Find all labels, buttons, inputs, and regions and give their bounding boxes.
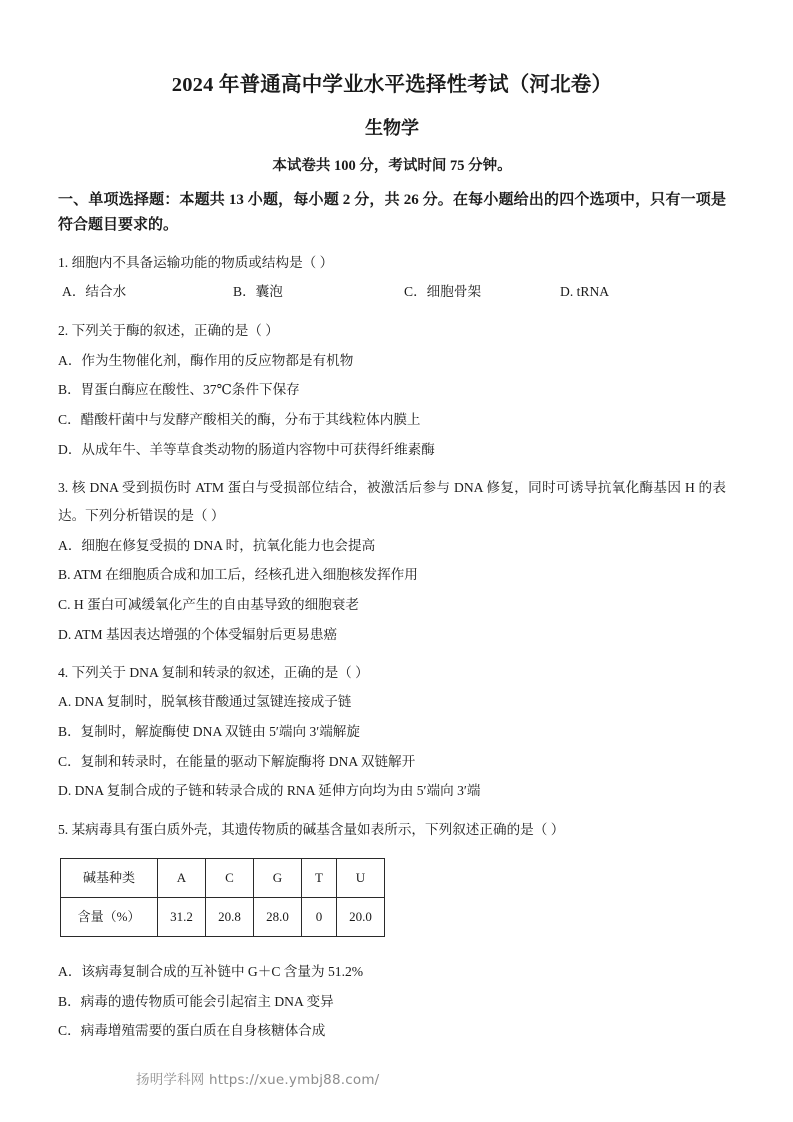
option-d[interactable]: D．从成年牛、羊等草食类动物的肠道内容物中可获得纤维素酶: [58, 441, 435, 457]
question-stem: 5. 某病毒具有蛋白质外壳，其遗传物质的碱基含量如表所示，下列叙述正确的是（ ）: [58, 821, 565, 837]
section-instruction: 一、单项选择题：本题共 13 小题，每小题 2 分，共 26 分。在每小题给出的四个选项中，只有一项是符合题目要求的。: [58, 191, 726, 234]
table-cell: T: [302, 859, 337, 898]
question-1: [58, 249, 726, 307]
table-cell: U: [337, 859, 385, 898]
spacer: [58, 937, 726, 957]
table-cell: 0: [302, 898, 337, 937]
option-b[interactable]: B．胃蛋白酶应在酸性、37℃条件下保存: [58, 382, 300, 398]
table-cell: G: [254, 859, 302, 898]
option-a[interactable]: A．细胞在修复受损的 DNA 时，抗氧化能力也会提高: [58, 537, 376, 553]
question-stem: 2. 下列关于酶的叙述，正确的是（ ）: [58, 323, 279, 339]
table-cell: 含量（%）: [61, 898, 158, 937]
page-title: 2024 年普通高中学业水平选择性考试（河北卷）: [171, 74, 613, 96]
option-a[interactable]: A. DNA 复制时，脱氧核苷酸通过氢键连接成子链: [58, 694, 352, 710]
exam-meta-line: 本试卷共 100 分，考试时间 75 分钟。: [272, 157, 512, 174]
option-d[interactable]: D. tRNA: [560, 284, 610, 300]
question-options: [58, 277, 726, 307]
question-options: [58, 346, 726, 465]
option-a[interactable]: A．结合水: [62, 284, 127, 300]
question-stem: 4. 下列关于 DNA 复制和转录的叙述，正确的是（ ）: [58, 665, 369, 681]
question-stem: 3. 核 DNA 受到损伤时 ATM 蛋白与受损部位结合，被激活后参与 DNA 修复，同时可诱导抗氧化酶基因 H 的表达。下列分析错误的是（ ）: [58, 480, 726, 524]
question-4: [58, 659, 726, 806]
option-d[interactable]: D. ATM 基因表达增强的个体受辐射后更易患癌: [58, 626, 338, 642]
subject-title: 生物学: [365, 117, 419, 138]
question-2: [58, 317, 726, 464]
base-composition-table: [60, 858, 385, 937]
option-d[interactable]: D. DNA 复制合成的子链和转录合成的 RNA 延伸方向均为由 5′端向 3′端: [58, 783, 481, 799]
option-a[interactable]: A．作为生物催化剂，酶作用的反应物都是有机物: [58, 352, 354, 368]
table-cell: 31.2: [158, 898, 206, 937]
page-content: [58, 58, 726, 1046]
question-options: [58, 957, 726, 1046]
option-b[interactable]: B．囊泡: [233, 284, 283, 300]
option-c[interactable]: C．病毒增殖需要的蛋白质在自身核糖体合成: [58, 1023, 326, 1039]
option-b[interactable]: B．病毒的遗传物质可能会引起宿主 DNA 变异: [58, 993, 334, 1009]
question-stem: 1. 细胞内不具备运输功能的物质或结构是（ ）: [58, 255, 334, 271]
question-5: [58, 816, 726, 1046]
table-cell: 20.0: [337, 898, 385, 937]
option-c[interactable]: C. H 蛋白可减缓氧化产生的自由基导致的细胞衰老: [58, 596, 359, 612]
table-cell: 碱基种类: [61, 859, 158, 898]
option-a[interactable]: A．该病毒复制合成的互补链中 G＋C 含量为 51.2%: [58, 964, 364, 980]
option-c[interactable]: C．复制和转录时，在能量的驱动下解旋酶将 DNA 双链解开: [58, 753, 416, 769]
question-options: [58, 687, 726, 806]
option-c[interactable]: C．细胞骨架: [404, 284, 482, 300]
table-row: [61, 859, 385, 898]
base-composition-table-wrap: [58, 858, 726, 937]
table-cell: 20.8: [206, 898, 254, 937]
table-row: [61, 898, 385, 937]
option-b[interactable]: B．复制时，解旋酶使 DNA 双链由 5′端向 3′端解旋: [58, 724, 360, 740]
table-cell: 28.0: [254, 898, 302, 937]
watermark: 扬明学科网 https://xue.ymbj88.com/: [136, 1072, 380, 1088]
question-options: [58, 531, 726, 650]
question-3: [58, 474, 726, 649]
option-b[interactable]: B. ATM 在细胞质合成和加工后，经核孔进入细胞核发挥作用: [58, 567, 418, 583]
table-cell: C: [206, 859, 254, 898]
option-c[interactable]: C．醋酸杆菌中与发酵产酸相关的酶，分布于其线粒体内膜上: [58, 411, 421, 427]
table-cell: A: [158, 859, 206, 898]
